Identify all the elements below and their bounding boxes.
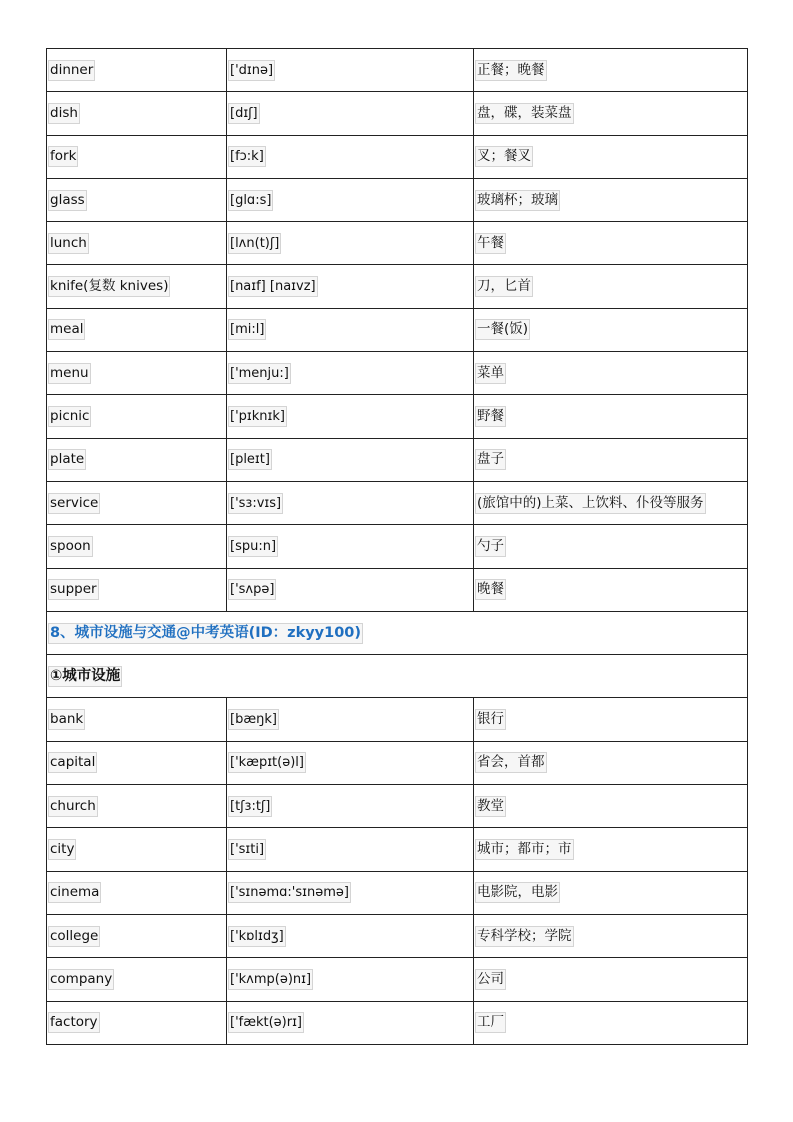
ipa-cell: ['sʌpə] [227,568,474,611]
table-row [47,698,748,741]
word-cell: cinema [47,871,227,914]
table-row [47,178,748,221]
subsection-header-row [47,655,748,698]
word-cell: bank [47,698,227,741]
word-cell: fork [47,135,227,178]
word-cell: spoon [47,525,227,568]
meaning-cell: 工厂 [474,1001,748,1044]
word-cell: capital [47,741,227,784]
ipa-cell: ['kʌmp(ə)nɪ] [227,958,474,1001]
meaning-cell: 野餐 [474,395,748,438]
table-row [47,308,748,351]
subsection-title: ①城市设施 [48,666,122,687]
vocabulary-table [46,48,748,1045]
meaning-cell: 专科学校；学院 [474,914,748,957]
table-row [47,265,748,308]
table-row [47,741,748,784]
ipa-cell: [glɑ:s] [227,178,474,221]
section-title-cell [47,611,748,654]
meaning-cell: 玻璃杯；玻璃 [474,178,748,221]
ipa-cell: ['pɪknɪk] [227,395,474,438]
meaning-cell: (旅馆中的)上菜、上饮料、仆役等服务 [474,481,748,524]
meaning-cell: 午餐 [474,222,748,265]
word-cell: dinner [47,49,227,92]
table-row [47,785,748,828]
word-cell: college [47,914,227,957]
subsection-title-cell [47,655,748,698]
word-cell: picnic [47,395,227,438]
table-row [47,92,748,135]
word-cell: company [47,958,227,1001]
ipa-cell: ['dɪnə] [227,49,474,92]
table-row [47,49,748,92]
table-row [47,395,748,438]
ipa-cell: ['sɜ:vɪs] [227,481,474,524]
meaning-cell: 银行 [474,698,748,741]
meaning-cell: 勺子 [474,525,748,568]
ipa-cell: [fɔ:k] [227,135,474,178]
ipa-cell: ['kɒlɪdʒ] [227,914,474,957]
ipa-cell: [pleɪt] [227,438,474,481]
meaning-cell: 公司 [474,958,748,1001]
ipa-cell: [mi:l] [227,308,474,351]
ipa-cell: [spu:n] [227,525,474,568]
word-cell: factory [47,1001,227,1044]
ipa-cell: [naɪf] [naɪvz] [227,265,474,308]
meaning-cell: 叉；餐叉 [474,135,748,178]
meaning-cell: 一餐(饭) [474,308,748,351]
word-cell: dish [47,92,227,135]
ipa-cell: ['sɪnəmɑ:'sɪnəmə] [227,871,474,914]
table-row [47,352,748,395]
word-cell: menu [47,352,227,395]
table-row [47,438,748,481]
section-header-row [47,611,748,654]
section-title: 8、城市设施与交通@中考英语(ID：zkyy100) [48,623,363,644]
ipa-cell: [dɪʃ] [227,92,474,135]
table-row [47,568,748,611]
ipa-cell: ['menju:] [227,352,474,395]
meaning-cell: 教堂 [474,785,748,828]
word-cell: lunch [47,222,227,265]
ipa-cell: ['sɪti] [227,828,474,871]
table-row [47,958,748,1001]
meaning-cell: 电影院，电影 [474,871,748,914]
meaning-cell: 盘子 [474,438,748,481]
table-row [47,525,748,568]
table-row [47,871,748,914]
table-row [47,222,748,265]
ipa-cell: [tʃɜ:tʃ] [227,785,474,828]
meaning-cell: 晚餐 [474,568,748,611]
word-cell: glass [47,178,227,221]
word-cell: church [47,785,227,828]
word-cell: plate [47,438,227,481]
word-cell: meal [47,308,227,351]
meaning-cell: 省会，首都 [474,741,748,784]
ipa-cell: [lʌn(t)ʃ] [227,222,474,265]
table-row [47,1001,748,1044]
ipa-cell: [bæŋk] [227,698,474,741]
table-row [47,828,748,871]
meaning-cell: 盘，碟，装菜盘 [474,92,748,135]
word-cell: knife(复数 knives) [47,265,227,308]
ipa-cell: ['kæpɪt(ə)l] [227,741,474,784]
table-row [47,481,748,524]
ipa-cell: ['fækt(ə)rɪ] [227,1001,474,1044]
meaning-cell: 正餐；晚餐 [474,49,748,92]
word-cell: supper [47,568,227,611]
word-cell: service [47,481,227,524]
word-cell: city [47,828,227,871]
table-row [47,914,748,957]
meaning-cell: 菜单 [474,352,748,395]
table-row [47,135,748,178]
meaning-cell: 城市；都市；市 [474,828,748,871]
meaning-cell: 刀，匕首 [474,265,748,308]
